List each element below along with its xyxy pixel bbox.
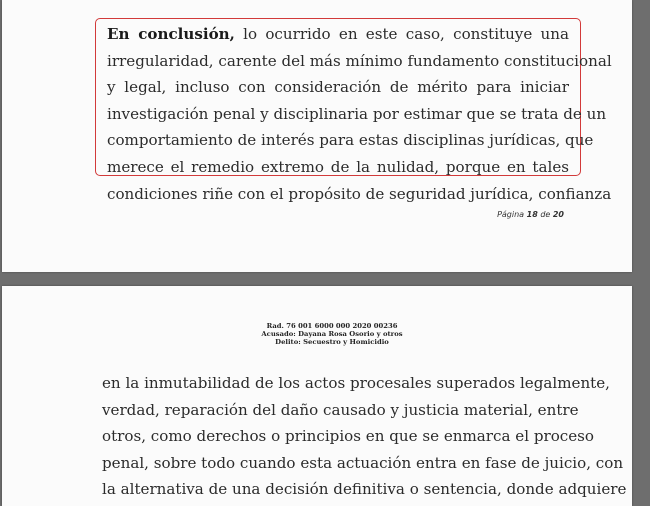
case-radicado: Rad. 76 001 6000 000 2020 00236 xyxy=(266,322,398,330)
paragraph-line-2: irregularidad, carente del más mínimo fundamento constitucional xyxy=(107,51,612,70)
continuation-paragraph xyxy=(102,370,627,503)
document-page-18 xyxy=(2,0,632,272)
paragraph-line-6: merece el remedio extremo de la nulidad, porque en tales xyxy=(107,157,569,176)
page-number-total: 20 xyxy=(552,210,564,219)
document-page-19 xyxy=(2,286,632,506)
paragraph-line-1 xyxy=(107,21,569,48)
paragraph-line-1: en la inmutabilidad de los actos procesales superados legalmente, xyxy=(102,374,610,392)
paragraph-line-3: y legal, incluso con consideración de mérito para iniciar xyxy=(107,78,569,97)
line-text: lo ocurrido en este caso, constituye una xyxy=(243,25,569,43)
case-acusado: Acusado: Dayana Rosa Osorio y otros xyxy=(261,330,403,338)
paragraph-line-5: comportamiento de interés para estas disciplinas jurídicas, que xyxy=(107,131,594,150)
paragraph-line-4: investigación penal y disciplinaria por estimar que se trata de un xyxy=(107,104,607,123)
case-header xyxy=(182,322,482,346)
page-number-current: 18 xyxy=(526,210,538,219)
paragraph-line-5: la alternativa de una decisión definitiva o sentencia, donde adquiere xyxy=(102,480,627,499)
paragraph-line-7: condiciones riñe con el propósito de seguridad jurídica, confianza xyxy=(107,184,612,203)
paragraph-line-3: otros, como derechos o principios en que se enmarca el proceso xyxy=(102,427,595,446)
paragraph-line-2: verdad, reparación del daño causado y justicia material, entre xyxy=(102,400,579,419)
conclusion-lead: En conclusión, xyxy=(107,25,235,43)
paragraph-line-4: penal, sobre todo cuando esta actuación entra en fase de juicio, con xyxy=(102,453,624,472)
page-number-label: Página xyxy=(497,210,525,219)
case-delito: Delito: Secuestro y Homicidio xyxy=(275,338,389,346)
conclusion-paragraph xyxy=(107,21,612,207)
page-number-of: de xyxy=(540,210,551,219)
page-number xyxy=(472,210,564,219)
